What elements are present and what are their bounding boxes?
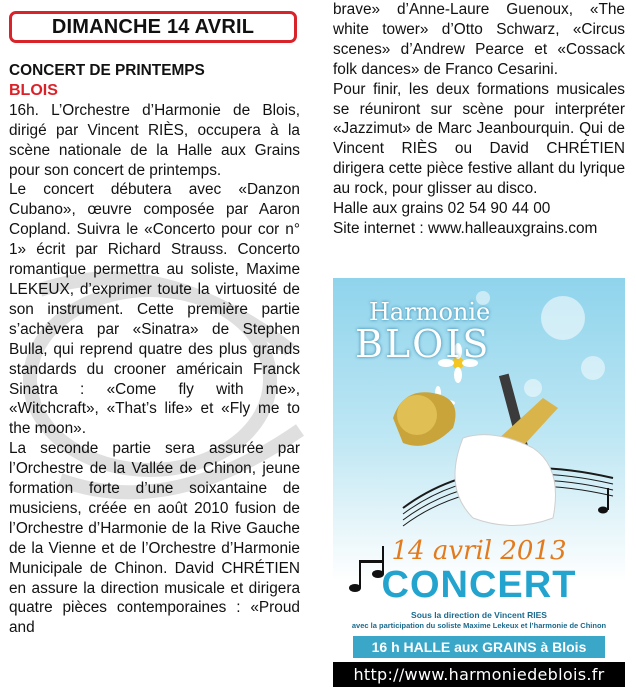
poster-date: 14 avril 2013 bbox=[391, 536, 567, 566]
poster-venue: 16 h HALLE aux GRAINS à Blois bbox=[353, 636, 605, 658]
poster-participation: avec la participation du soliste Maxime Lekeux et l’harmonie de Chinon bbox=[351, 621, 607, 630]
poster-brand-line2: BLOIS bbox=[355, 322, 491, 366]
article-right-column bbox=[333, 0, 625, 239]
concert-poster bbox=[333, 278, 625, 683]
article-left-column bbox=[9, 61, 300, 638]
paragraph: brave» d’Anne-Laure Guenoux, «The white tower» d’Otto Schwarz, «Circus scenes» d’Andrew Pearce et «Cossack folk dances» de Franco Cesarini. bbox=[333, 1, 625, 78]
contact-website: Site internet : www.halleauxgrains.com bbox=[333, 219, 598, 237]
date-header: DIMANCHE 14 AVRIL bbox=[9, 11, 297, 43]
paragraph: Le concert débutera avec «Danzon Cubano», œuvre composée par Aaron Copland. Suivra le «Concerto pour cor n° 1» écrit par Richard Strauss. Concerto romantique permettra au soliste, Maxime LEKEUX, d’exprimer toute la virtuosité de son instrument. Cette première partie s’achèvera par «Sinatra» de Stephen Bulla, qui reprend quatre des plus grands standards du crooner américain Franck Sinatra : «Come fly with me», «Witchcraft», «That’s life» et «Fly me to the moon». bbox=[9, 181, 300, 438]
poster-url-link[interactable]: http://www.harmoniedeblois.fr bbox=[333, 662, 625, 687]
article-city: BLOIS bbox=[9, 81, 58, 99]
article-title: CONCERT DE PRINTEMPS bbox=[9, 62, 205, 79]
paragraph: La seconde partie sera assurée par l’Orchestre de la Vallée de Chinon, jeune formation forte d’une soixantaine de musiciens, créée en août 2010 fusion de l’Orchestre d’Harmonie de la Rive Gauche de la Vienne et de l’Orchestre d’Harmonie Municipale de Chinon. David CHRÉTIEN en assure la direction musicale et dirigera quatre pièces contemporaines : «Proud and bbox=[9, 440, 300, 637]
poster-headline: CONCERT bbox=[381, 564, 577, 606]
poster-brand-line1: Harmonie bbox=[369, 298, 491, 326]
paragraph: 16h. L’Orchestre d’Harmonie de Blois, dirigé par Vincent RIÈS, occupera à la scène nationale de la Halle aux Grains pour son concert de printemps. bbox=[9, 101, 300, 179]
paragraph: Pour finir, les deux formations musicales se réuniront sur scène pour interpréter «Jazzimut» de Marc Jeanbourquin. Qui de Vincent RIÈS ou David CHRÉTIEN dirigera cette pièce festive allant du lyrique au rock, pour glisser au disco. bbox=[333, 80, 625, 198]
contact-phone: Halle aux grains 02 54 90 44 00 bbox=[333, 200, 551, 218]
poster-direction: Sous la direction de Vincent RIES bbox=[411, 610, 547, 620]
